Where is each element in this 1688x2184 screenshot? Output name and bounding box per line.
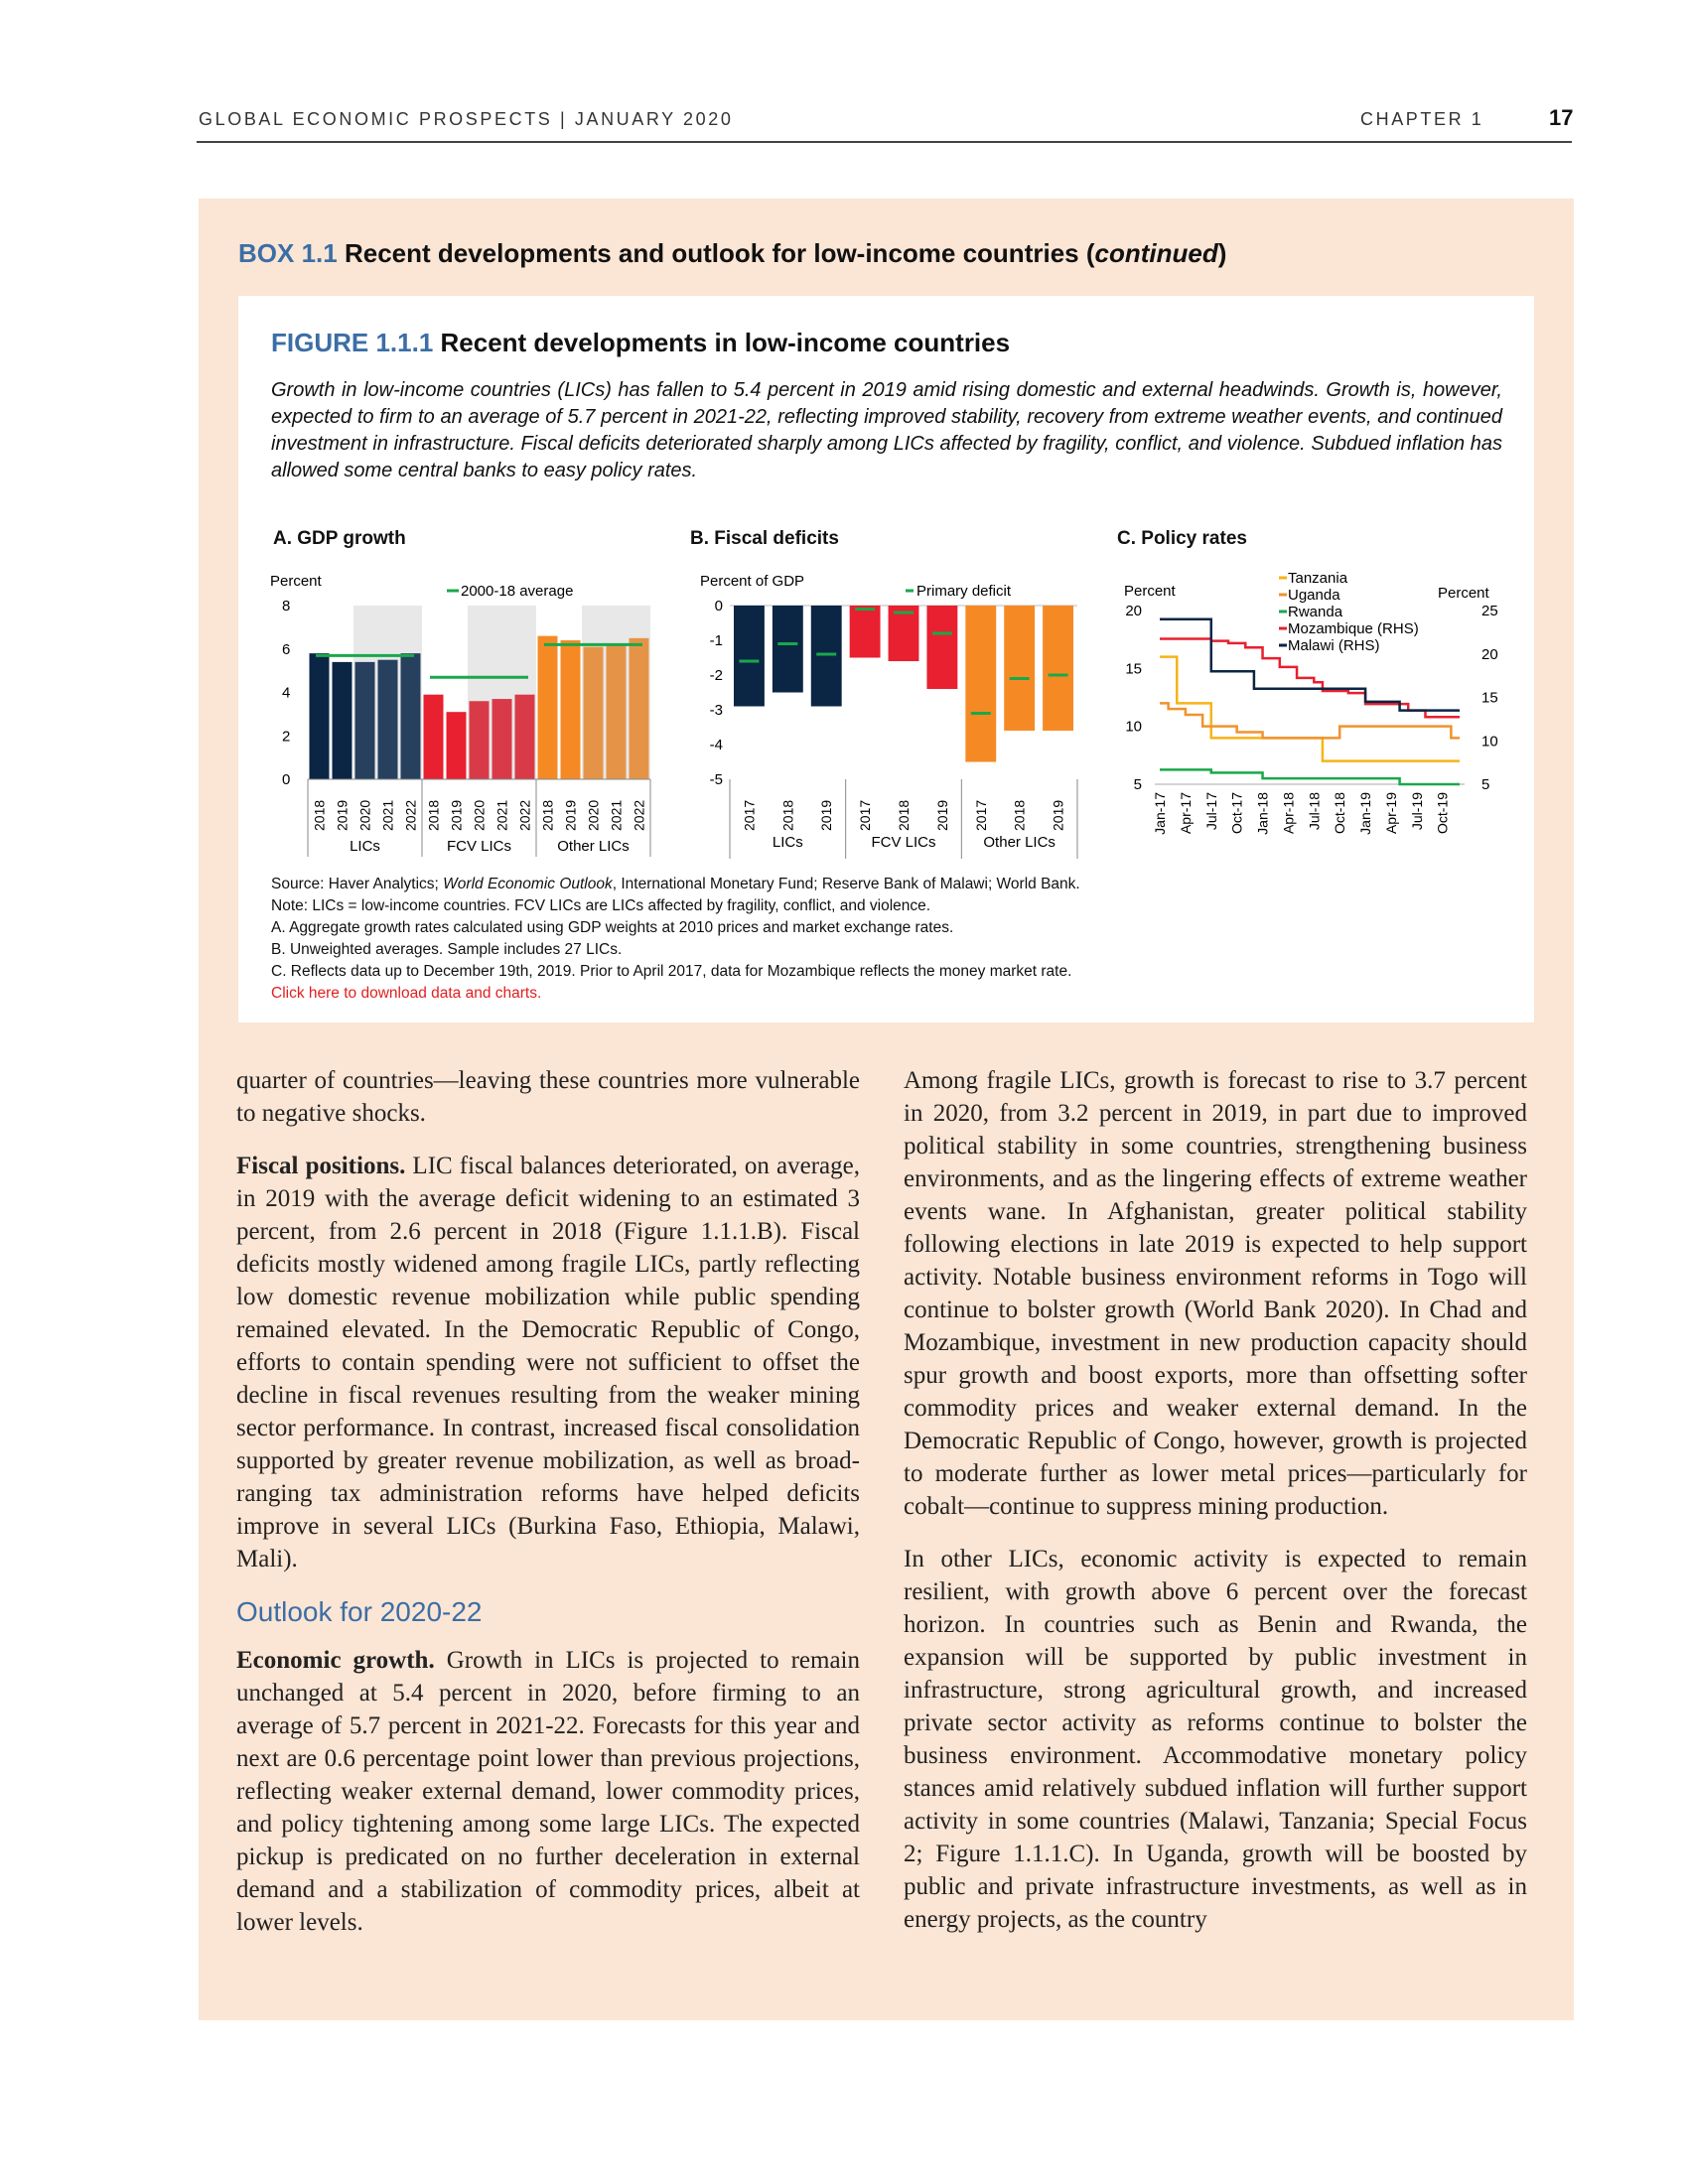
y-tick-label: -1 [709,632,723,649]
bar [1043,606,1073,731]
x-tick-label: 2017 [972,799,989,831]
x-tick-label: Apr-17 [1177,792,1194,835]
y-tick-label: 6 [282,640,291,658]
x-tick-label: Jan-19 [1357,792,1374,835]
y-tick-label: -4 [709,737,723,753]
x-tick-label: Oct-17 [1228,792,1245,835]
y-axis-label: Percent [1124,583,1176,600]
bar [333,662,352,779]
bar [965,606,996,762]
note-c: C. Reflects data up to December 19th, 2019. Prior to April 2017, data for Mozambique reflects the money market rate. [271,963,1072,980]
header-rule [197,141,1572,143]
x-tick-label: Apr-18 [1280,792,1297,835]
x-tick-label: 2017 [857,799,874,831]
legend-label: Rwanda [1288,604,1343,620]
group-label: Other LICs [983,834,1055,851]
y-tick-label: -3 [709,702,723,719]
x-tick-label: Jul-19 [1408,792,1425,831]
x-tick-label: 2019 [933,799,950,831]
download-link[interactable]: Click here to download data and charts. [271,985,542,1002]
y2-tick-label: 5 [1481,776,1490,793]
x-tick-label: Oct-19 [1434,792,1451,835]
bar [630,638,649,779]
group-label: Other LICs [557,838,630,855]
legend-label: Primary deficit [916,583,1012,600]
chart-gdp-growth [268,561,665,859]
x-tick-label: 2022 [516,799,533,831]
y-tick-label: 10 [1125,718,1142,736]
x-tick-label: 2022 [402,799,419,831]
y-tick-label: 2 [282,728,291,746]
box-label: BOX 1.1 [238,238,338,268]
bar [538,636,558,779]
y-axis-label: Percent [270,573,322,590]
group-label: FCV LICs [871,834,936,851]
group-label: LICs [772,834,803,851]
x-tick-label: 2019 [1050,799,1066,831]
group-label: LICs [350,838,380,855]
y-tick-label: 15 [1125,660,1142,678]
y-tick-label: 0 [714,598,723,614]
x-tick-label: 2020 [585,799,602,831]
group-label: FCV LICs [446,838,512,855]
figure-notes [271,874,1080,1005]
x-tick-label: 2021 [379,799,396,831]
bar [470,701,490,779]
y-tick-label: 5 [1133,776,1142,793]
x-tick-label: 2022 [631,799,647,831]
x-tick-label: 2019 [448,799,465,831]
running-header: GLOBAL ECONOMIC PROSPECTS | JANUARY 2020 [199,109,734,129]
chart-fiscal-deficits [685,561,1082,859]
y2-tick-label: 25 [1481,603,1498,619]
y-tick-label: 4 [282,684,291,702]
x-tick-label: Jul-18 [1306,792,1323,831]
bar [811,606,842,707]
bar [734,606,765,707]
paragraph: Economic growth. Growth in LICs is projected to remain unchanged at 5.4 percent in 2020, before firming to an average of 5.7 percent in 2021-22. Forecasts for this year and next are 0.6 percentage point lower than previous projections, reflecting weaker external demand, lower commodity prices, and policy tightening among some large LICs. The expected pickup is predicated on no further deceleration in external demand and a stabilization of commodity prices, albeit at lower levels. [236,1647,860,1936]
series-line [1160,769,1460,784]
note-line: Note: LICs = low-income countries. FCV LICs are LICs affected by fragility, conflict, and violence. [271,897,931,914]
bar [492,699,512,779]
bar [561,640,581,779]
legend-label: Tanzania [1288,570,1348,587]
bar [773,606,803,693]
legend-label: Malawi (RHS) [1288,637,1380,654]
x-tick-label: 2020 [471,799,488,831]
figure-caption: Growth in low-income countries (LICs) has fallen to 5.4 percent in 2019 amid rising domestic and external headwinds. Growth is, however, expected to firm to an average of 5.7 percent in 2021-22, reflecting improved stability, recovery from extreme weather events, and continued investment in infrastructure. Fiscal deficits deteriorated sharply among LICs affected by fragility, conflict, and violence. Subdued inflation has allowed some central banks to easy policy rates. [271,379,1502,481]
chart-c-title: C. Policy rates [1117,528,1247,549]
x-tick-label: Jan-17 [1152,792,1168,835]
x-tick-label: 2020 [356,799,373,831]
bar [515,695,535,779]
x-tick-label: 2021 [493,799,510,831]
y-tick-label: -2 [709,667,723,684]
bar [850,606,881,658]
chapter-label: CHAPTER 1 [1360,109,1484,129]
y-axis-label: Percent of GDP [700,573,805,590]
bar [607,644,627,779]
x-tick-label: 2018 [896,799,912,831]
x-tick-label: 2018 [779,799,796,831]
x-tick-label: 2018 [1011,799,1028,831]
page-number: 17 [1549,105,1574,130]
chart-b-title: B. Fiscal deficits [690,528,839,549]
y2-axis-label: Percent [1438,585,1489,602]
y2-tick-label: 15 [1481,689,1498,707]
bar [310,653,330,779]
y-tick-label: 8 [282,598,291,614]
series-line [1160,657,1460,761]
bar [447,712,467,779]
body-column-left [236,1064,860,1959]
paragraph: quarter of countries—leaving these countries more vulnerable to negative shocks. [236,1067,860,1127]
x-tick-label: 2021 [608,799,625,831]
paragraph: Among fragile LICs, growth is forecast to rise to 3.7 percent in 2020, from 3.2 percent in 2019, in part due to improved political stability in some countries, strengthening business environments, and as the lingering effects of extreme weather events wane. In Afghanistan, greater political stability following elections in late 2019 is expected to help support activity. Notable business environment reforms in Togo will continue to bolster growth (World Bank 2020). In Chad and Mozambique, investment in new production capacity should spur growth and boost exports, more than offsetting softer commodity prices and weaker external demand. In the Democratic Republic of Congo, however, growth is projected to moderate further as lower metal prices—particularly for cobalt—continue to suppress mining production. [904,1067,1527,1520]
paragraph: In other LICs, economic activity is expected to remain resilient, with growth above 6 percent over the forecast horizon. In countries such as Benin and Rwanda, the expansion will be supported by public investment in infrastructure, strong agricultural growth, and increased private sector activity as reforms continue to bolster the business environment. Accommodative monetary policy stances amid relatively subdued inflation will further support activity in some countries (Malawi, Tanzania; Special Focus 2; Figure 1.1.1.C). In Uganda, growth will be boosted by public and private infrastructure investments, as well as in energy projects, as the country [904,1546,1527,1933]
box-title: BOX 1.1 Recent developments and outlook for low-income countries (continued) [238,238,1227,268]
bar [401,653,421,779]
source-note: Source: Haver Analytics; World Economic Outlook, International Monetary Fund; Reserve Bank of Malawi; World Bank. [271,876,1080,892]
legend-label: Uganda [1288,587,1340,604]
x-tick-label: 2019 [562,799,579,831]
bar [355,662,375,779]
section-heading: Outlook for 2020-22 [236,1596,483,1627]
paragraph: Fiscal positions. LIC fiscal balances deteriorated, on average, in 2019 with the average deficit widening to an estimated 3 percent, from 2.6 percent in 2018 (Figure 1.1.1.B). Fiscal deficits mostly widened among fragile LICs, partly reflecting low domestic revenue mobilization while public spending remained elevated. In the Democratic Republic of Congo, efforts to contain spending were not sufficient to offset the decline in fiscal revenues resulting from the weaker mining sector performance. In contrast, increased fiscal consolidation supported by greater revenue mobilization, as well as broad-ranging tax administration reforms have helped deficits improve in several LICs (Burkina Faso, Ethiopia, Malawi, Mali). [236,1153,860,1572]
bar [926,606,957,689]
bar [424,695,444,779]
legend-label: Mozambique (RHS) [1288,620,1419,637]
x-tick-label: Oct-18 [1332,792,1348,835]
x-tick-label: 2018 [311,799,328,831]
y-tick-label: -5 [709,771,723,788]
x-tick-label: Apr-19 [1382,792,1399,835]
y2-tick-label: 20 [1481,645,1498,663]
y-tick-label: 20 [1125,603,1142,619]
x-tick-label: 2019 [334,799,351,831]
chart-a-title: A. GDP growth [273,528,406,549]
y2-tick-label: 10 [1481,733,1498,751]
series-line [1160,703,1460,738]
x-tick-label: 2018 [539,799,556,831]
bar [1004,606,1035,731]
x-tick-label: 2019 [818,799,835,831]
x-tick-label: Jan-18 [1254,792,1271,835]
x-tick-label: Jul-17 [1202,792,1219,831]
x-tick-label: 2017 [741,799,758,831]
figure-title: FIGURE 1.1.1 Recent developments in low-income countries [271,328,1011,357]
chart-policy-rates [1112,561,1509,859]
note-b: B. Unweighted averages. Sample includes 27 LICs. [271,941,623,958]
bar [584,647,604,779]
y-tick-label: 0 [282,771,291,788]
note-a: A. Aggregate growth rates calculated using GDP weights at 2010 prices and market exchange rates. [271,919,954,936]
bar [378,660,398,779]
x-tick-label: 2018 [425,799,442,831]
legend-label: 2000-18 average [461,583,574,600]
body-column-right [904,1064,1527,1956]
